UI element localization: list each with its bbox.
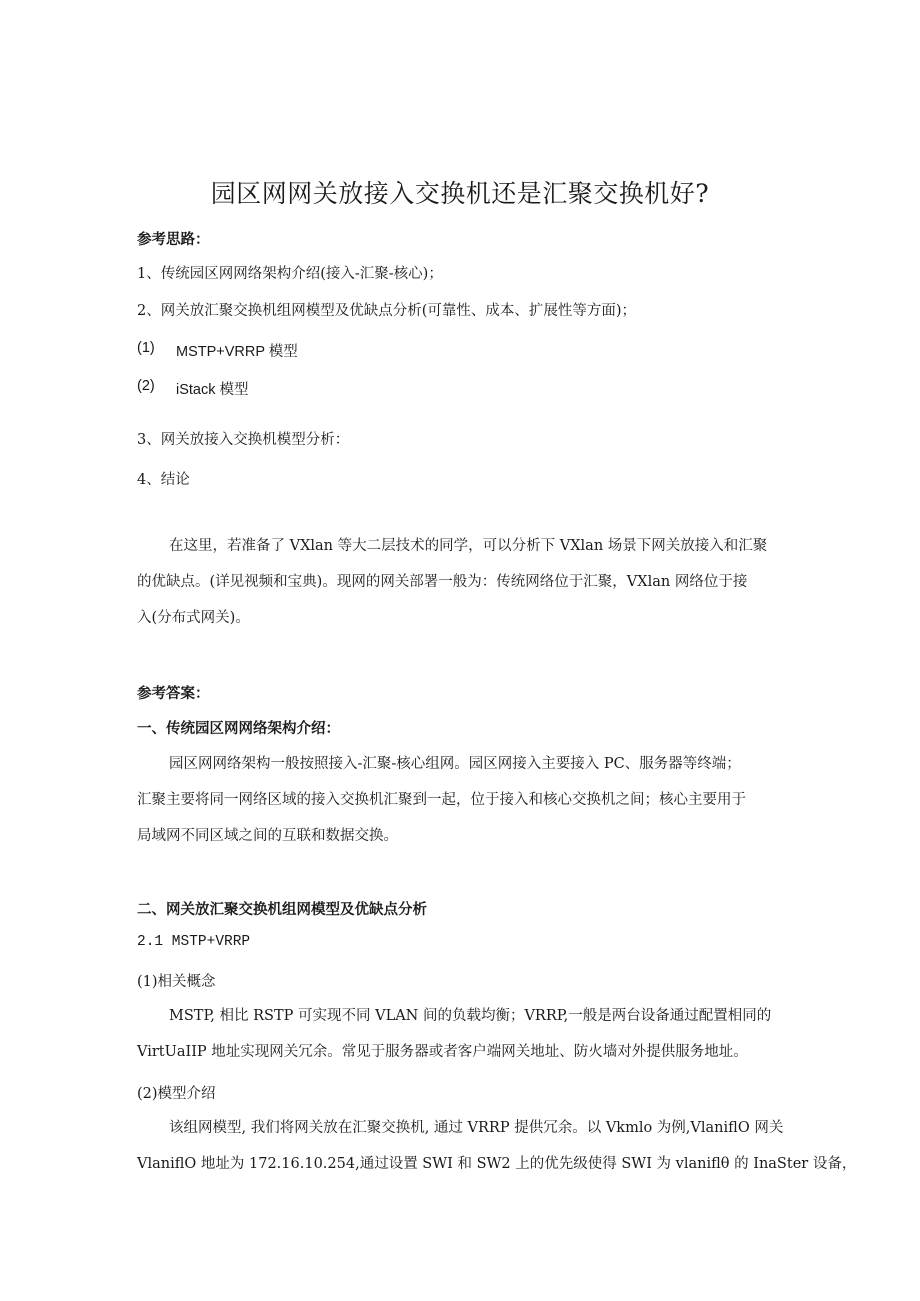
outline-subitem-1-text: MSTP+VRRP 模型 bbox=[176, 344, 298, 360]
outline-item-3: 3、网关放接入交换机模型分析： bbox=[137, 432, 350, 448]
section1-heading: 一、传统园区网网络架构介绍： bbox=[137, 720, 340, 737]
section1-line-2: 汇聚主要将同一网络区域的接入交换机汇聚到一起，位于接入和核心交换机之间；核心主要用于 bbox=[137, 792, 746, 808]
concept-heading: (1)相关概念 bbox=[137, 974, 216, 990]
model-line-2: VlaniflO 地址为 172.16.10.254,通过设置 SWI 和 SW2 上的优先级使得 SWI 为 vlaniflθ 的 InaSter 设备， bbox=[137, 1156, 857, 1172]
note-paragraph bbox=[137, 528, 785, 636]
outline-item-1: 1、传统园区网网络架构介绍(接入-汇聚-核心)； bbox=[137, 266, 443, 282]
outline-heading: 参考思路： bbox=[137, 231, 210, 248]
concept-paragraph bbox=[137, 998, 785, 1070]
model-heading: (2)模型介绍 bbox=[137, 1086, 216, 1102]
document-title: 园区网网关放接入交换机还是汇聚交换机好? bbox=[210, 179, 710, 208]
model-paragraph bbox=[137, 1110, 857, 1182]
model-line-1: 该组网模型, 我们将网关放在汇聚交换机, 通过 VRRP 提供冗余。以 Vkmlo 为例,VlaniflO 网关 bbox=[169, 1120, 784, 1136]
section1-paragraph bbox=[137, 746, 785, 854]
section2-subheading: 2.1 MSTP+VRRP bbox=[137, 934, 251, 950]
concept-line-2: VirtUaIIP 地址实现网关冗余。常见于服务器或者客户端网关地址、防火墙对外提供服务地址。 bbox=[137, 1044, 748, 1060]
outline-subitem-2-text: iStack 模型 bbox=[176, 382, 249, 398]
outline-subitem-1-number: (1) bbox=[137, 340, 155, 356]
outline-item-4: 4、结论 bbox=[137, 472, 190, 488]
note-line-3: 入(分布式网关)。 bbox=[137, 610, 250, 626]
outline-item-2: 2、网关放汇聚交换机组网模型及优缺点分析(可靠性、成本、扩展性等方面)； bbox=[137, 303, 637, 319]
answer-heading: 参考答案： bbox=[137, 685, 210, 702]
section2-heading: 二、网关放汇聚交换机组网模型及优缺点分析 bbox=[137, 901, 427, 918]
outline-subitem-2-number: (2) bbox=[137, 378, 155, 394]
section1-line-3: 局域网不同区域之间的互联和数据交换。 bbox=[137, 828, 398, 844]
section1-line-1: 园区网网络架构一般按照接入-汇聚-核心组网。园区网接入主要接入 PC、服务器等终端； bbox=[169, 756, 741, 772]
note-line-2: 的优缺点。(详见视频和宝典)。现网的网关部署一般为：传统网络位于汇聚，VXlan 网络位于接 bbox=[137, 574, 748, 590]
concept-line-1: MSTP, 相比 RSTP 可实现不同 VLAN 间的负载均衡；VRRP,一般是两台设备通过配置相同的 bbox=[169, 1008, 772, 1024]
note-line-1: 在这里，若准备了 VXlan 等大二层技术的同学，可以分析下 VXlan 场景下网关放接入和汇聚 bbox=[169, 538, 768, 554]
